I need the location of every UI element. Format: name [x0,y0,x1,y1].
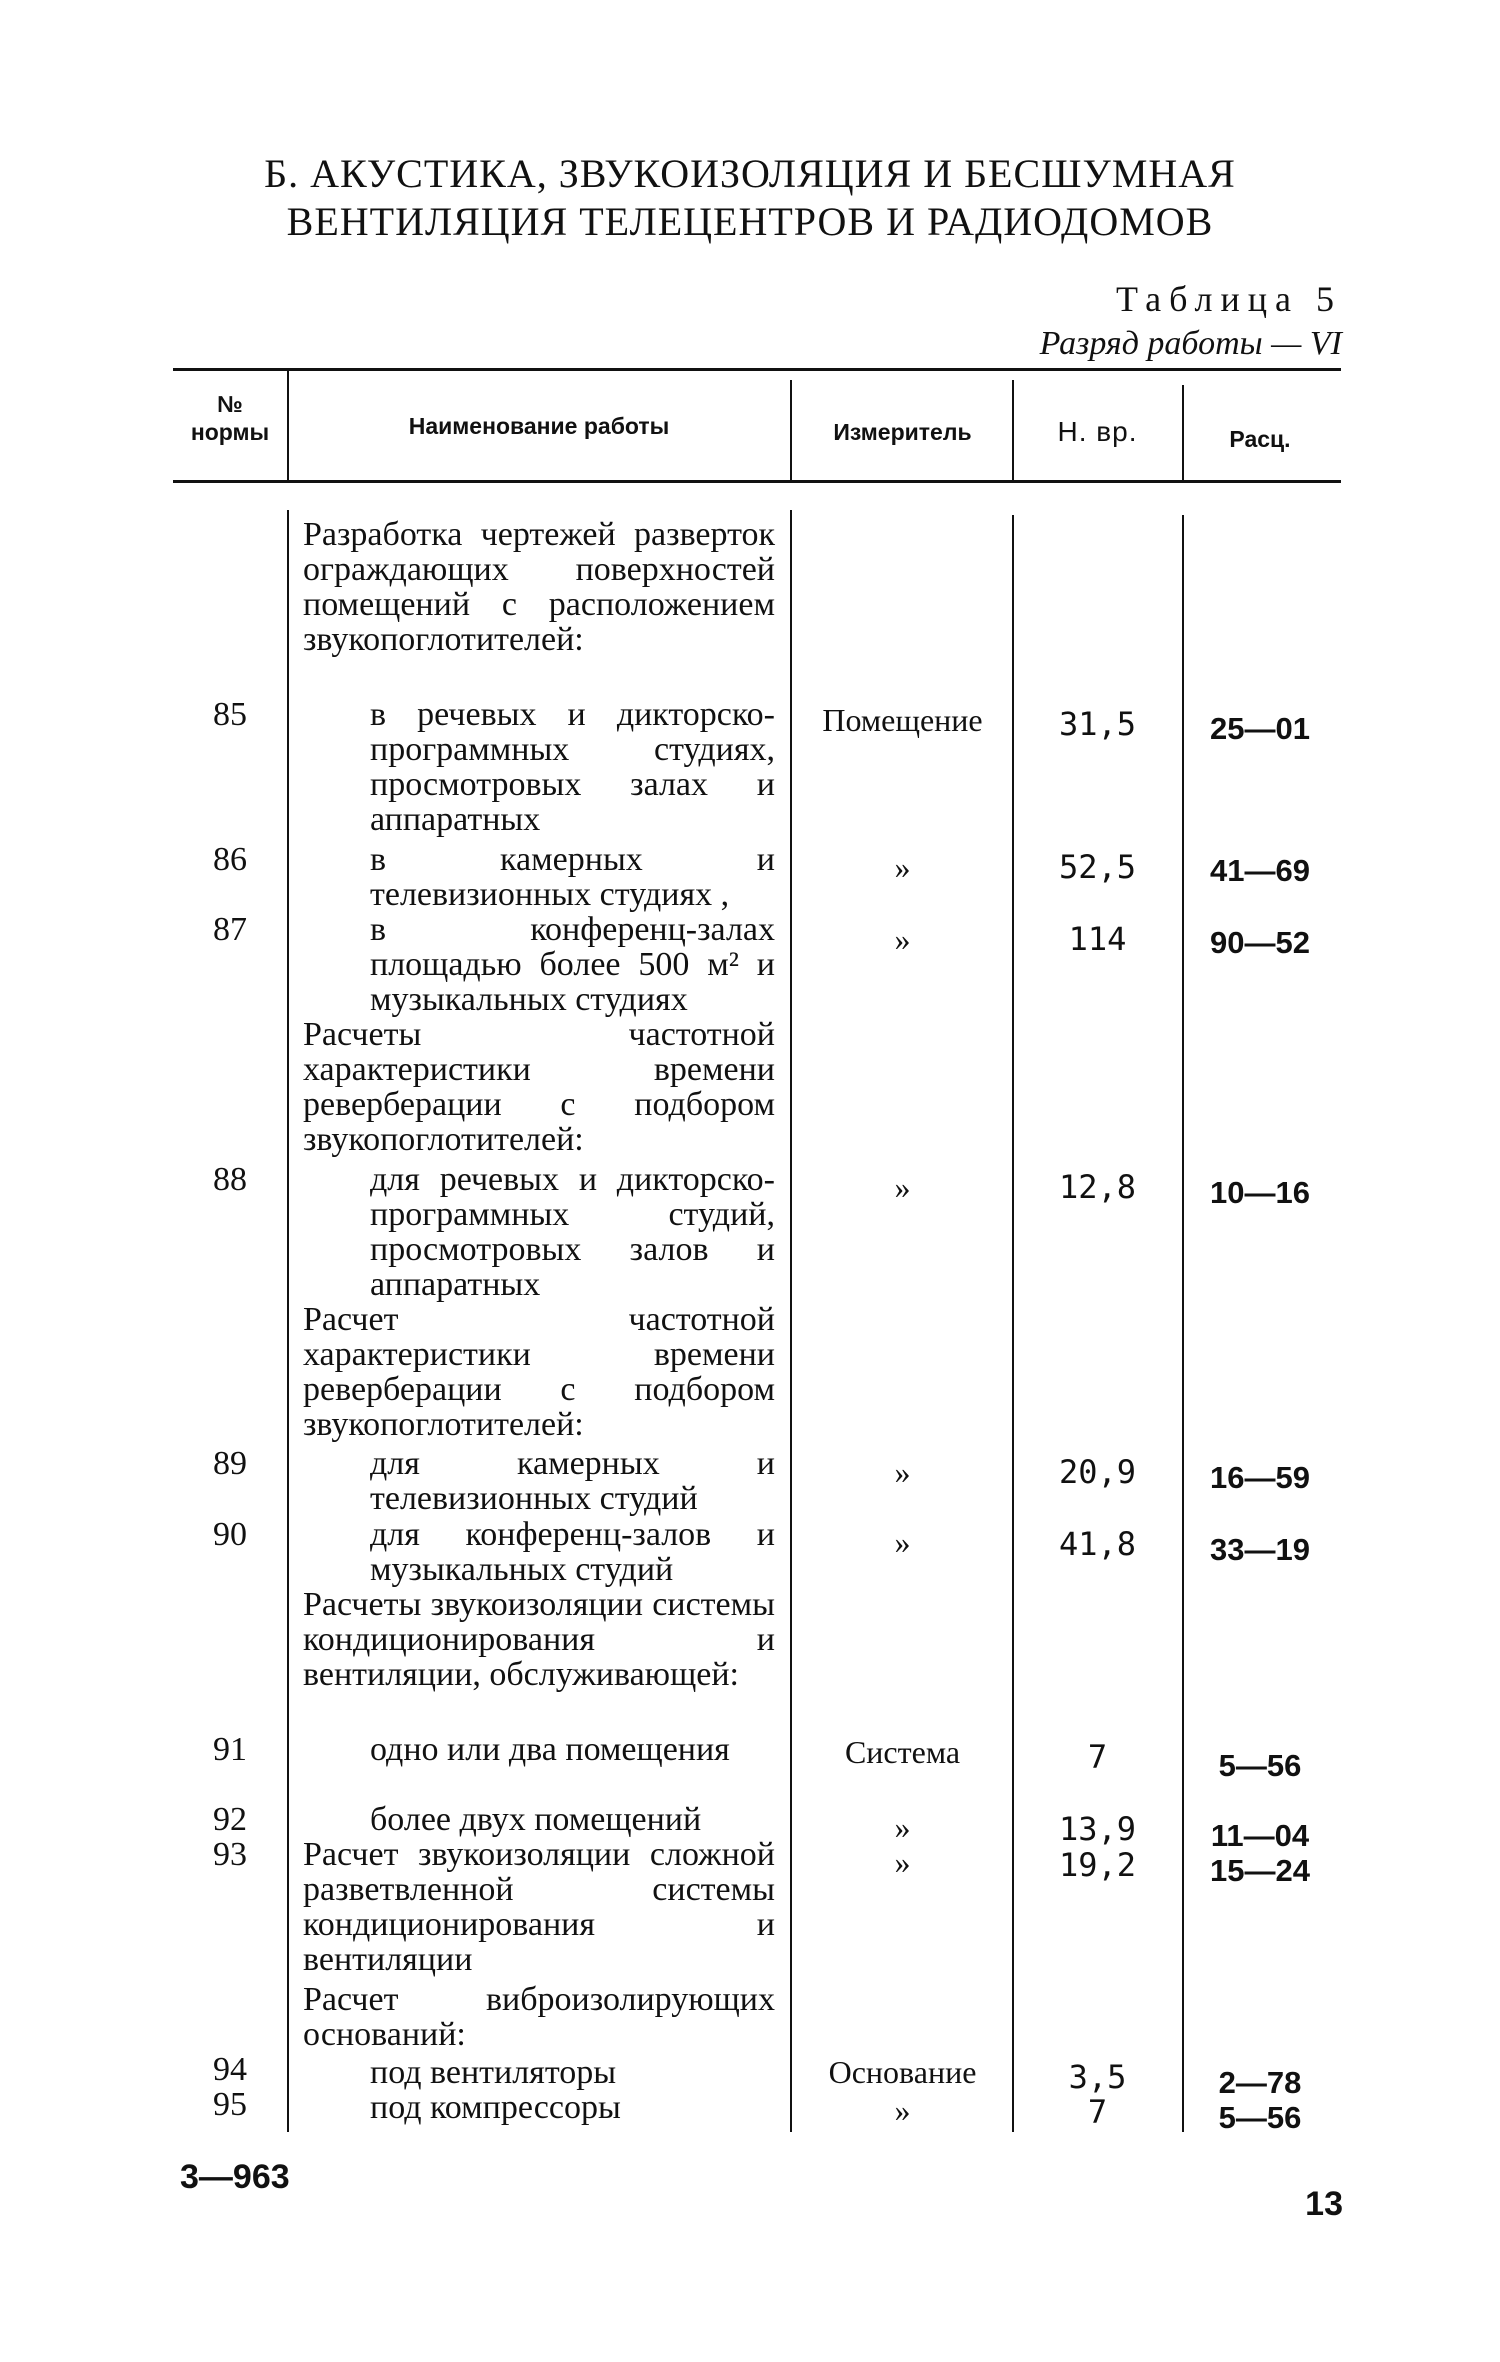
row-number: 95 [213,2086,247,2123]
page-title [0,150,1500,246]
header-number: № нормы [190,391,270,445]
header-name: Наименование работы [408,413,670,439]
row-rate: 90—52 [1210,925,1310,960]
row-number: 86 [213,841,247,878]
table-top-rule [173,368,1341,371]
row-time: 3,5 [1068,2058,1127,2096]
row-rate: 5—56 [1218,2100,1302,2135]
row-number: 85 [213,696,247,733]
row-number: 88 [213,1161,247,1198]
row-time: 20,9 [1058,1453,1137,1491]
row-rate: 11—04 [1210,1818,1310,1853]
group-heading: Расчеты звукоизоляции системы кондиционирования и вентиляции, обслуживающей: [303,1586,775,1693]
row-time: 52,5 [1058,848,1137,886]
column-divider [1012,515,1014,2132]
column-divider [1182,515,1184,2132]
row-rate: 5—56 [1218,1748,1302,1783]
footer-code: 3—963 [180,2158,290,2196]
row-unit: Система [844,1734,961,1770]
header-time: Н. вр. [1057,416,1138,447]
row-number: 94 [213,2051,247,2088]
row-number: 89 [213,1445,247,1482]
row-time: 12,8 [1058,1168,1137,1206]
row-unit: Основание [828,2054,977,2090]
row-rate: 15—24 [1210,1853,1310,1888]
row-description: для речевых и дикторско-программных студий, просмотровых залов и аппаратных [370,1161,775,1303]
row-description: для камерных и телевизионных студий [370,1445,775,1517]
header-rate: Расц. [1229,426,1291,452]
row-unit: » [894,1809,911,1845]
row-time: 114 [1068,920,1127,958]
row-rate: 33—19 [1210,1532,1310,1567]
row-rate: 25—01 [1210,711,1310,746]
row-unit: » [894,1524,911,1560]
row-rate: 10—16 [1210,1175,1310,1210]
row-number: 87 [213,911,247,948]
row-description: для конференц-залов и музыкальных студий [370,1516,775,1588]
row-number: 91 [213,1731,247,1768]
row-description: в конференц-залах площадью более 500 м² и музыкальных студиях [370,911,775,1018]
group-heading: Разработка чертежей разверток ограждающих поверхностей помещений с расположением звукопоглотителей: [303,516,775,658]
row-unit: Помещение [822,702,983,738]
group-heading: Расчет виброизолирующих оснований: [303,1981,775,2053]
row-rate: 41—69 [1210,853,1310,888]
row-unit: » [894,849,911,885]
row-unit: » [894,2092,911,2128]
column-divider [1012,380,1014,480]
title-line-1: Б. АКУСТИКА, ЗВУКОИЗОЛЯЦИЯ И БЕСШУМНАЯ [264,151,1236,196]
row-description: одно или два помещения [370,1731,730,1768]
row-unit: » [894,921,911,957]
table-header-rule [173,480,1341,483]
row-unit: » [894,1454,911,1490]
row-description: под вентиляторы [370,2054,617,2091]
row-time: 19,2 [1058,1846,1137,1884]
row-description: более двух помещений [370,1801,702,1838]
row-time: 7 [1087,1738,1108,1776]
row-unit: » [894,1169,911,1205]
row-description: в камерных и телевизионных студиях , [370,841,775,913]
table-caption: Таблица 5 [1116,279,1342,319]
row-description: Расчет звукоизоляции сложной разветвленной системы кондиционирования и вентиляции [303,1836,775,1978]
row-time: 13,9 [1058,1810,1137,1848]
column-divider [1182,385,1184,480]
column-divider [287,370,289,480]
row-time: 7 [1087,2093,1108,2131]
row-number: 93 [213,1836,247,1873]
title-line-2: ВЕНТИЛЯЦИЯ ТЕЛЕЦЕНТРОВ И РАДИОДОМОВ [286,199,1214,244]
row-unit: » [894,1844,911,1880]
row-rate: 2—78 [1218,2065,1302,2100]
row-time: 41,8 [1058,1525,1137,1563]
header-unit: Измеритель [833,419,972,445]
table-grade: Разряд работы — VI [1039,325,1342,362]
row-rate: 16—59 [1210,1460,1310,1495]
column-divider [790,510,792,2132]
row-number: 92 [213,1801,247,1838]
group-heading: Расчет частотной характеристики времени реверберации с подбором звукопоглотителей: [303,1301,775,1443]
row-description: в речевых и дикторско-программных студиях, просмотровых залах и аппаратных [370,696,775,838]
row-time: 31,5 [1058,705,1137,743]
column-divider [287,510,289,2132]
page-number: 13 [1305,2185,1343,2223]
row-description: под компрессоры [370,2089,621,2126]
row-number: 90 [213,1516,247,1553]
column-divider [790,380,792,480]
group-heading: Расчеты частотной характеристики времени реверберации с подбором звукопоглотителей: [303,1016,775,1158]
